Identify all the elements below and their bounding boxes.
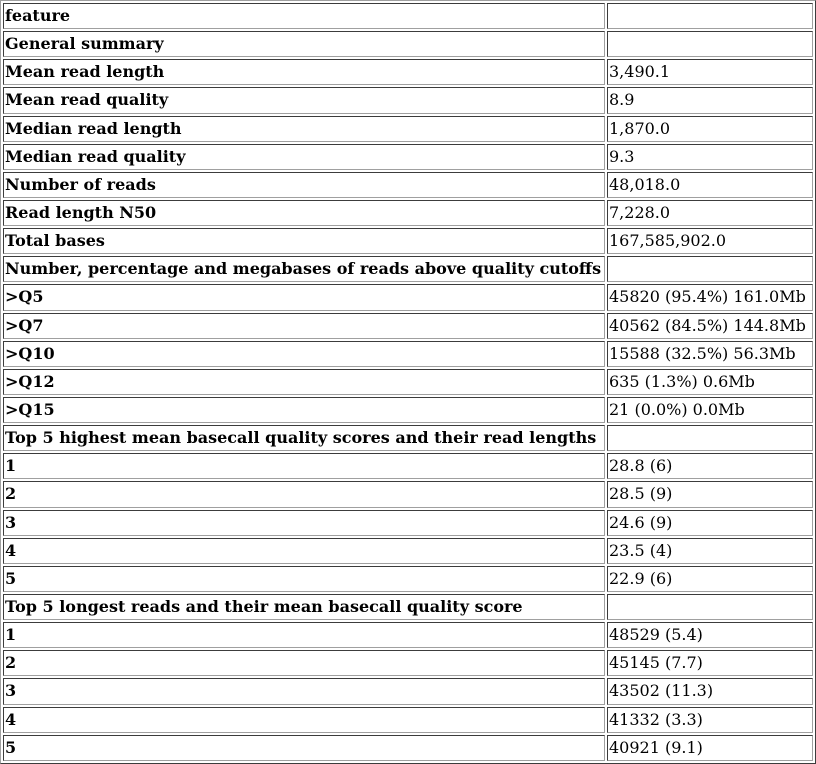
section-row-quality-cutoffs xyxy=(3,256,813,282)
feature-value: 1,870.0 xyxy=(607,116,813,142)
section-row-general-summary xyxy=(3,31,813,57)
feature-label: Mean read length xyxy=(3,59,605,85)
rank-label: 3 xyxy=(3,510,605,536)
rank-value: 28.8 (6) xyxy=(607,453,813,479)
feature-label: >Q5 xyxy=(3,284,605,310)
section-label: Top 5 highest mean basecall quality scores and their read lengths xyxy=(3,425,605,451)
table-row-q12 xyxy=(3,369,813,395)
rank-label: 3 xyxy=(3,678,605,704)
table-row-longest-3 xyxy=(3,678,813,704)
table-row-q10 xyxy=(3,341,813,367)
rank-value: 40921 (9.1) xyxy=(607,735,813,761)
table-header-row xyxy=(3,3,813,29)
table-row-top-quality-2 xyxy=(3,481,813,507)
section-row-top-quality xyxy=(3,425,813,451)
section-row-longest-reads xyxy=(3,594,813,620)
rank-label: 5 xyxy=(3,735,605,761)
feature-label: >Q12 xyxy=(3,369,605,395)
section-label: Number, percentage and megabases of reads above quality cutoffs xyxy=(3,256,605,282)
feature-value: 9.3 xyxy=(607,144,813,170)
rank-label: 1 xyxy=(3,622,605,648)
table-row-mean-read-quality xyxy=(3,87,813,113)
table-row-longest-1 xyxy=(3,622,813,648)
rank-value: 48529 (5.4) xyxy=(607,622,813,648)
section-value xyxy=(607,594,813,620)
feature-label: Median read quality xyxy=(3,144,605,170)
table-row-top-quality-4 xyxy=(3,538,813,564)
rank-label: 4 xyxy=(3,707,605,733)
rank-label: 2 xyxy=(3,481,605,507)
feature-label: Mean read quality xyxy=(3,87,605,113)
table-row-longest-5 xyxy=(3,735,813,761)
section-value xyxy=(607,425,813,451)
rank-label: 4 xyxy=(3,538,605,564)
rank-value: 23.5 (4) xyxy=(607,538,813,564)
section-value xyxy=(607,256,813,282)
rank-label: 1 xyxy=(3,453,605,479)
rank-value: 24.6 (9) xyxy=(607,510,813,536)
table-row-top-quality-1 xyxy=(3,453,813,479)
feature-label: >Q15 xyxy=(3,397,605,423)
table-row-q15 xyxy=(3,397,813,423)
feature-label: Number of reads xyxy=(3,172,605,198)
section-label: General summary xyxy=(3,31,605,57)
feature-value: 635 (1.3%) 0.6Mb xyxy=(607,369,813,395)
table-row-read-length-n50 xyxy=(3,200,813,226)
table-row-mean-read-length xyxy=(3,59,813,85)
feature-value: 40562 (84.5%) 144.8Mb xyxy=(607,313,813,339)
table-row-q5 xyxy=(3,284,813,310)
rank-value: 22.9 (6) xyxy=(607,566,813,592)
rank-value: 41332 (3.3) xyxy=(607,707,813,733)
rank-value: 45145 (7.7) xyxy=(607,650,813,676)
feature-value: 3,490.1 xyxy=(607,59,813,85)
table-row-longest-4 xyxy=(3,707,813,733)
feature-value: 7,228.0 xyxy=(607,200,813,226)
feature-label: >Q7 xyxy=(3,313,605,339)
rank-label: 5 xyxy=(3,566,605,592)
feature-value: 15588 (32.5%) 56.3Mb xyxy=(607,341,813,367)
rank-label: 2 xyxy=(3,650,605,676)
feature-value: 48,018.0 xyxy=(607,172,813,198)
value-header-cell xyxy=(607,3,813,29)
table-row-top-quality-3 xyxy=(3,510,813,536)
feature-header-cell: feature xyxy=(3,3,605,29)
feature-value: 21 (0.0%) 0.0Mb xyxy=(607,397,813,423)
feature-label: >Q10 xyxy=(3,341,605,367)
feature-value: 167,585,902.0 xyxy=(607,228,813,254)
section-label: Top 5 longest reads and their mean basecall quality score xyxy=(3,594,605,620)
table-row-total-bases xyxy=(3,228,813,254)
feature-value: 8.9 xyxy=(607,87,813,113)
table-row-number-of-reads xyxy=(3,172,813,198)
rank-value: 43502 (11.3) xyxy=(607,678,813,704)
table-row-median-read-length xyxy=(3,116,813,142)
section-value xyxy=(607,31,813,57)
feature-label: Read length N50 xyxy=(3,200,605,226)
table-row-longest-2 xyxy=(3,650,813,676)
feature-value: 45820 (95.4%) 161.0Mb xyxy=(607,284,813,310)
table-row-top-quality-5 xyxy=(3,566,813,592)
table-row-median-read-quality xyxy=(3,144,813,170)
feature-label: Median read length xyxy=(3,116,605,142)
feature-label: Total bases xyxy=(3,228,605,254)
rank-value: 28.5 (9) xyxy=(607,481,813,507)
table-row-q7 xyxy=(3,313,813,339)
table-body xyxy=(3,3,813,761)
